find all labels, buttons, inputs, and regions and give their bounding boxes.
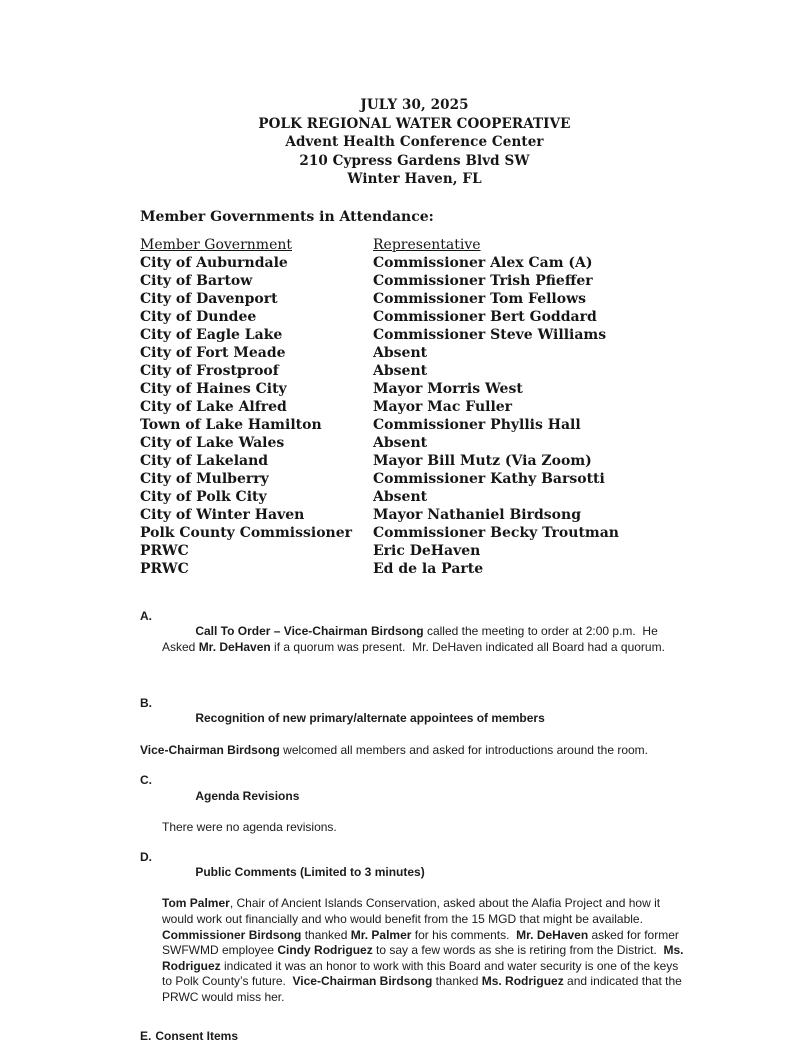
table-row — [140, 506, 689, 524]
table-row — [140, 362, 689, 380]
member-government-cell: PRWC — [140, 542, 373, 560]
member-government-cell: City of Lakeland — [140, 452, 373, 470]
attendance-heading: Member Governments in Attendance: — [140, 208, 689, 226]
section-c-text: There were no agenda revisions. — [140, 820, 689, 836]
representative-cell: Commissioner Alex Cam (A) — [373, 254, 689, 272]
representative-cell: Mayor Mac Fuller — [373, 398, 689, 416]
member-government-cell: City of Winter Haven — [140, 506, 373, 524]
section-d-letter: D. — [140, 850, 152, 866]
organization-name: POLK REGIONAL WATER COOPERATIVE — [140, 115, 689, 134]
member-government-cell: Polk County Commissioner — [140, 524, 373, 542]
table-row — [140, 452, 689, 470]
representative-cell: Absent — [373, 344, 689, 362]
meeting-date: JULY 30, 2025 — [140, 96, 689, 115]
representative-cell: Absent — [373, 434, 689, 452]
section-a-letter: A. — [140, 609, 152, 625]
venue-address: 210 Cypress Gardens Blvd SW — [140, 152, 689, 171]
table-row — [140, 254, 689, 272]
attendance-table-body — [140, 254, 689, 578]
meeting-header — [140, 96, 689, 189]
table-row — [140, 560, 689, 578]
column-header-member-government: Member Government — [140, 236, 373, 254]
member-government-cell: PRWC — [140, 560, 373, 578]
member-government-cell: City of Haines City — [140, 380, 373, 398]
representative-cell: Commissioner Tom Fellows — [373, 290, 689, 308]
document-content — [140, 96, 689, 1044]
table-row — [140, 416, 689, 434]
table-row — [140, 470, 689, 488]
member-government-cell: City of Frostproof — [140, 362, 373, 380]
representative-cell: Commissioner Trish Pfieffer — [373, 272, 689, 290]
representative-cell: Absent — [373, 488, 689, 506]
member-government-cell: City of Auburndale — [140, 254, 373, 272]
representative-cell: Ed de la Parte — [373, 560, 689, 578]
venue-city: Winter Haven, FL — [140, 170, 689, 189]
representative-cell: Mayor Nathaniel Birdsong — [373, 506, 689, 524]
minutes-sections — [140, 609, 689, 1044]
attendance-table — [140, 236, 689, 578]
section-c-heading — [140, 773, 689, 820]
representative-cell: Commissioner Bert Goddard — [373, 308, 689, 326]
member-government-cell: City of Polk City — [140, 488, 373, 506]
section-b-heading — [140, 696, 689, 743]
section-recognition — [140, 696, 689, 758]
table-row — [140, 434, 689, 452]
member-government-cell: City of Bartow — [140, 272, 373, 290]
member-government-cell: City of Fort Meade — [140, 344, 373, 362]
table-row — [140, 308, 689, 326]
section-d-text: Tom Palmer, Chair of Ancient Islands Conservation, asked about the Alafia Project and how it would work out financially and who would benefit from the 15 MGD that might be available. Commissioner Birdsong thanked Mr. Palmer for his comments. Mr. DeHaven asked for former SWFWMD employee Cindy Rodriguez to say a few words as she is retiring from the District. Ms. Rodriguez indicated it was an honor to work with this Board and water security is one of the keys to Polk County’s future. Vice-Chairman Birdsong thanked Ms. Rodriguez and indicated that the PRWC would miss her. — [140, 896, 689, 1005]
section-call-to-order — [140, 609, 689, 671]
representative-cell: Eric DeHaven — [373, 542, 689, 560]
section-public-comments — [140, 850, 689, 1006]
table-row — [140, 272, 689, 290]
member-government-cell: City of Lake Wales — [140, 434, 373, 452]
table-row — [140, 290, 689, 308]
representative-cell: Commissioner Kathy Barsotti — [373, 470, 689, 488]
section-consent-items — [140, 1029, 689, 1044]
table-row — [140, 398, 689, 416]
section-c-letter: C. — [140, 773, 152, 789]
table-row — [140, 542, 689, 560]
venue-name: Advent Health Conference Center — [140, 133, 689, 152]
table-row — [140, 326, 689, 344]
table-row — [140, 344, 689, 362]
member-government-cell: Town of Lake Hamilton — [140, 416, 373, 434]
member-government-cell: City of Davenport — [140, 290, 373, 308]
representative-cell: Commissioner Steve Williams — [373, 326, 689, 344]
member-government-cell: City of Eagle Lake — [140, 326, 373, 344]
section-d-title: Public Comments (Limited to 3 minutes) — [195, 865, 424, 879]
member-government-cell: City of Dundee — [140, 308, 373, 326]
section-b-letter: B. — [140, 696, 152, 712]
section-b-title: Recognition of new primary/alternate appointees of members — [195, 711, 544, 725]
section-b-text: Vice-Chairman Birdsong welcomed all members and asked for introductions around the room. — [140, 743, 689, 759]
representative-cell: Commissioner Phyllis Hall — [373, 416, 689, 434]
section-a-text: Call To Order – Vice-Chairman Birdsong called the meeting to order at 2:00 p.m. He Asked Mr. DeHaven if a quorum was present. Mr. DeHaven indicated all Board had a quorum. — [162, 624, 665, 654]
section-agenda-revisions — [140, 773, 689, 835]
section-e-title: Consent Items — [155, 1029, 238, 1043]
section-a-paragraph — [140, 609, 689, 671]
representative-cell: Mayor Bill Mutz (Via Zoom) — [373, 452, 689, 470]
table-row — [140, 488, 689, 506]
member-government-cell: City of Lake Alfred — [140, 398, 373, 416]
representative-cell: Mayor Morris West — [373, 380, 689, 398]
section-e-letter: E. — [140, 1029, 151, 1043]
representative-cell: Commissioner Becky Troutman — [373, 524, 689, 542]
column-header-representative: Representative — [373, 236, 689, 254]
section-c-title: Agenda Revisions — [195, 789, 299, 803]
representative-cell: Absent — [373, 362, 689, 380]
attendance-table-header — [140, 236, 689, 254]
table-row — [140, 524, 689, 542]
section-d-heading — [140, 850, 689, 897]
table-row — [140, 380, 689, 398]
member-government-cell: City of Mulberry — [140, 470, 373, 488]
